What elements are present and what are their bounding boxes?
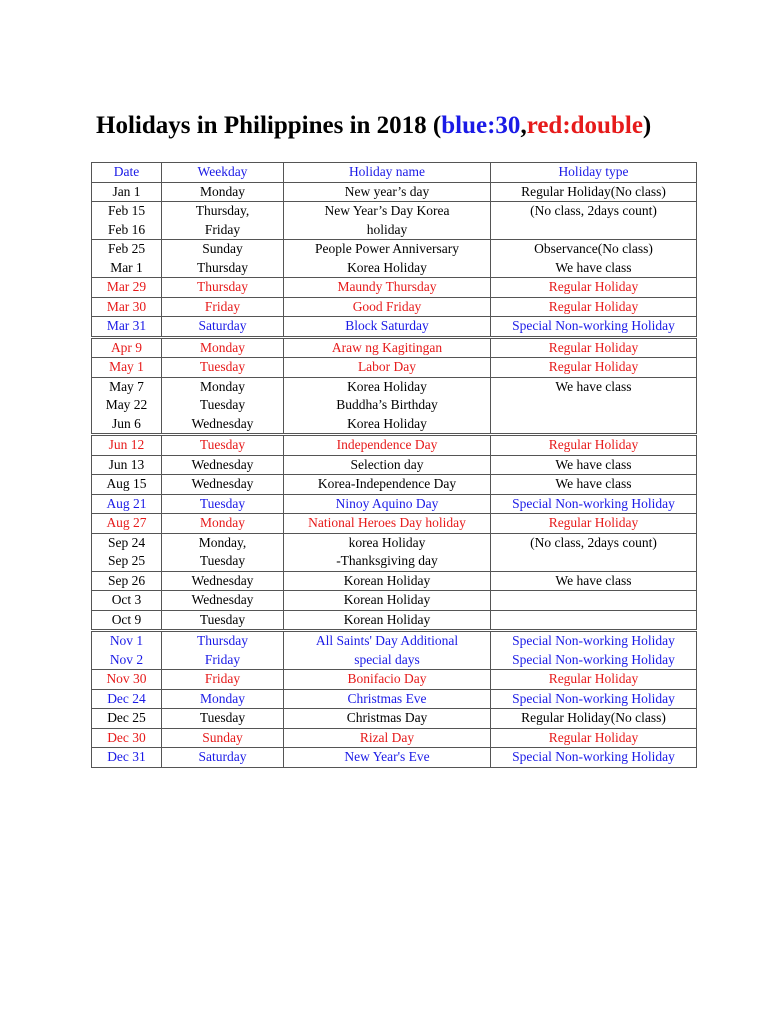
cell-line: Special Non-working Holiday [512, 318, 675, 333]
holiday-type-cell [491, 240, 697, 278]
cell-line: Oct 3 [111, 592, 142, 607]
cell-line: Sep 25 [107, 553, 146, 568]
cell-line: We have class [555, 456, 632, 472]
date-cell [92, 317, 162, 338]
holiday-name-cell [284, 631, 491, 670]
header-holiday-type: Holiday type [491, 163, 697, 183]
cell-line: Araw ng Kagitingan [331, 339, 443, 355]
cell-line: May 1 [109, 359, 144, 374]
title-blue-legend: blue:30 [441, 112, 521, 139]
cell-line: Regular Holiday [548, 729, 639, 745]
table-row [92, 240, 697, 278]
cell-line: Nov 30 [106, 671, 147, 686]
holiday-type-cell [491, 182, 697, 202]
weekday-cell [162, 377, 284, 435]
cell-line: Jun 6 [112, 415, 141, 431]
holiday-name-cell [284, 358, 491, 378]
date-cell [92, 337, 162, 358]
date-cell [92, 591, 162, 611]
cell-line: Regular Holiday [548, 671, 639, 686]
holiday-name-cell [284, 297, 491, 317]
holiday-name-cell [284, 748, 491, 768]
header-date: Date [92, 163, 162, 183]
holiday-type-cell [491, 358, 697, 378]
cell-line: Sep 24 [107, 534, 146, 550]
page-title [96, 112, 651, 140]
cell-line: Tuesday [199, 553, 246, 568]
cell-line: Sep 26 [107, 572, 146, 588]
weekday-cell [162, 435, 284, 456]
holiday-type-cell [491, 533, 697, 571]
weekday-cell [162, 358, 284, 378]
holiday-name-cell [284, 514, 491, 534]
weekday-cell [162, 514, 284, 534]
cell-line: All Saints' Day Additional [315, 633, 459, 648]
date-cell [92, 610, 162, 631]
cell-line: Korean Holiday [343, 572, 431, 588]
cell-line: Regular Holiday [548, 515, 639, 530]
table-row [92, 610, 697, 631]
table-row [92, 533, 697, 571]
cell-line: Korea Holiday [347, 378, 427, 394]
holiday-type-cell [491, 591, 697, 611]
cell-line: Buddha’s Birthday [336, 397, 438, 412]
weekday-cell [162, 689, 284, 709]
holiday-name-cell [284, 337, 491, 358]
holiday-type-cell [491, 514, 697, 534]
cell-line: Korean Holiday [343, 611, 431, 627]
holiday-name-cell [284, 182, 491, 202]
holiday-type-cell [491, 610, 697, 631]
cell-line: Wednesday [191, 476, 254, 491]
weekday-cell [162, 455, 284, 475]
cell-line: Bonifacio Day [347, 671, 427, 686]
header-weekday: Weekday [162, 163, 284, 183]
cell-line [493, 611, 694, 630]
weekday-cell [162, 182, 284, 202]
cell-line: Wednesday [191, 415, 254, 431]
cell-line: We have class [555, 476, 632, 491]
cell-line: Korean Holiday [343, 592, 431, 607]
holiday-type-cell [491, 435, 697, 456]
cell-line: Jan 1 [112, 183, 141, 199]
cell-line: Monday [200, 690, 245, 706]
table-row [92, 435, 697, 456]
table-row [92, 297, 697, 317]
cell-line: Selection day [350, 456, 424, 472]
holiday-name-cell [284, 455, 491, 475]
header-holiday-name: Holiday name [284, 163, 491, 183]
cell-line: Mar 1 [110, 259, 143, 275]
cell-line: Monday, [198, 534, 247, 550]
holiday-type-cell [491, 202, 697, 240]
cell-line: Wednesday [191, 592, 254, 607]
date-cell [92, 377, 162, 435]
holiday-type-cell [491, 670, 697, 690]
holiday-type-cell [491, 571, 697, 591]
cell-line: Tuesday [199, 495, 246, 511]
cell-line: special days [354, 651, 420, 667]
cell-line: Jun 13 [108, 456, 145, 472]
weekday-cell [162, 337, 284, 358]
holiday-name-cell [284, 317, 491, 338]
weekday-cell [162, 240, 284, 278]
date-cell [92, 728, 162, 748]
holiday-type-cell [491, 748, 697, 768]
cell-line: Special Non-working Holiday [512, 651, 675, 667]
holiday-name-cell [284, 689, 491, 709]
weekday-cell [162, 202, 284, 240]
cell-line: Mar 31 [106, 318, 147, 333]
cell-line: Feb 15 [107, 203, 146, 218]
date-cell [92, 240, 162, 278]
holiday-name-cell [284, 533, 491, 571]
holiday-type-cell [491, 317, 697, 338]
cell-line: May 7 [109, 378, 144, 394]
cell-line: Regular Holiday [548, 359, 639, 374]
cell-line: New year’s day [344, 183, 430, 199]
cell-line: Saturday [198, 749, 247, 764]
date-cell [92, 670, 162, 690]
date-cell [92, 435, 162, 456]
holiday-name-cell [284, 475, 491, 495]
cell-line: Thursday, [195, 203, 250, 218]
weekday-cell [162, 278, 284, 298]
cell-line: Monday [200, 339, 245, 355]
cell-line: Feb 16 [107, 221, 146, 237]
cell-line: -Thanksgiving day [336, 553, 438, 568]
weekday-cell [162, 591, 284, 611]
cell-line: Oct 9 [111, 611, 142, 627]
cell-line: Friday [204, 221, 241, 237]
cell-line: Regular Holiday(No class) [521, 183, 666, 199]
date-cell [92, 202, 162, 240]
table-row [92, 182, 697, 202]
date-cell [92, 182, 162, 202]
weekday-cell [162, 494, 284, 514]
cell-line: Monday [200, 183, 245, 199]
title-close: ) [642, 112, 652, 139]
cell-line: korea Holiday [348, 534, 426, 550]
cell-line: Dec 31 [107, 749, 146, 764]
cell-line: Block Saturday [345, 318, 429, 333]
cell-line: Monday [200, 378, 245, 394]
table-row [92, 728, 697, 748]
cell-line: Maundy Thursday [337, 279, 437, 294]
date-cell [92, 748, 162, 768]
cell-line: Dec 30 [107, 729, 146, 745]
cell-line: holiday [366, 221, 408, 237]
cell-line: Tuesday [199, 359, 246, 374]
table-row [92, 748, 697, 768]
holiday-type-cell [491, 689, 697, 709]
cell-line: Korea-Independence Day [317, 476, 457, 491]
holiday-table-body [92, 163, 697, 768]
holiday-name-cell [284, 728, 491, 748]
cell-line: Christmas Day [346, 710, 428, 725]
date-cell [92, 475, 162, 495]
cell-line: Ninoy Aquino Day [335, 495, 439, 511]
holiday-type-cell [491, 455, 697, 475]
holiday-type-cell [491, 297, 697, 317]
date-cell [92, 689, 162, 709]
cell-line: Friday [204, 298, 241, 314]
date-cell [92, 571, 162, 591]
holiday-name-cell [284, 610, 491, 631]
cell-line: Mar 29 [106, 279, 147, 294]
cell-line: (No class, 2days count) [530, 534, 657, 550]
cell-line: Nov 2 [109, 651, 144, 667]
cell-line: Dec 25 [107, 710, 146, 725]
weekday-cell [162, 475, 284, 495]
cell-line: Mar 30 [106, 298, 147, 314]
cell-line: We have class [555, 259, 632, 275]
holiday-name-cell [284, 240, 491, 278]
holiday-type-cell [491, 631, 697, 670]
cell-line: Special Non-working Holiday [512, 633, 675, 648]
title-red-legend: red:double [526, 112, 643, 139]
date-cell [92, 533, 162, 571]
weekday-cell [162, 571, 284, 591]
cell-line: Tuesday [199, 437, 246, 452]
cell-line: Feb 25 [107, 241, 146, 256]
holiday-name-cell [284, 571, 491, 591]
cell-line: Dec 24 [107, 690, 146, 706]
table-row [92, 358, 697, 378]
title-main: Holidays in Philippines in 2018 ( [96, 112, 442, 139]
cell-line: Special Non-working Holiday [512, 495, 675, 511]
weekday-cell [162, 748, 284, 768]
cell-line: Korea Holiday [347, 415, 427, 431]
holiday-type-cell [491, 475, 697, 495]
cell-line: We have class [555, 378, 632, 394]
date-cell [92, 455, 162, 475]
cell-line: Tuesday [199, 611, 246, 627]
holiday-type-cell [491, 494, 697, 514]
cell-line: New Year's Eve [344, 749, 430, 764]
table-row [92, 337, 697, 358]
title-comma: , [520, 112, 527, 139]
cell-line: Sunday [202, 241, 243, 256]
cell-line: Tuesday [199, 710, 246, 725]
cell-line: May 22 [105, 397, 148, 412]
holiday-type-cell [491, 709, 697, 729]
weekday-cell [162, 709, 284, 729]
date-cell [92, 709, 162, 729]
holiday-name-cell [284, 709, 491, 729]
cell-line: Saturday [198, 318, 247, 333]
cell-line: Special Non-working Holiday [512, 690, 675, 706]
cell-line [493, 591, 694, 610]
date-cell [92, 494, 162, 514]
cell-line: Sunday [202, 729, 243, 745]
table-row [92, 317, 697, 338]
table-row [92, 631, 697, 670]
date-cell [92, 631, 162, 670]
table-row [92, 377, 697, 435]
weekday-cell [162, 317, 284, 338]
cell-line: National Heroes Day holiday [308, 515, 466, 530]
cell-line: We have class [555, 572, 632, 588]
holiday-name-cell [284, 435, 491, 456]
cell-line: Regular Holiday [548, 437, 639, 452]
cell-line: Friday [204, 671, 241, 686]
holiday-type-cell [491, 377, 697, 435]
cell-line: Christmas Eve [347, 690, 427, 706]
cell-line: Thursday [197, 633, 248, 648]
holiday-name-cell [284, 670, 491, 690]
weekday-cell [162, 297, 284, 317]
table-row [92, 670, 697, 690]
holiday-type-cell [491, 278, 697, 298]
cell-line: (No class, 2days count) [530, 203, 657, 218]
table-row [92, 591, 697, 611]
holiday-type-cell [491, 337, 697, 358]
cell-line: Observance(No class) [534, 241, 653, 256]
table-header-row [92, 163, 697, 183]
weekday-cell [162, 670, 284, 690]
cell-line: New Year’s Day Korea [324, 203, 450, 218]
cell-line: Regular Holiday [548, 279, 639, 294]
cell-line: Tuesday [199, 397, 246, 412]
cell-line: Good Friday [352, 298, 422, 314]
cell-line: Thursday [197, 279, 248, 294]
date-cell [92, 297, 162, 317]
table-row [92, 514, 697, 534]
table-row [92, 202, 697, 240]
cell-line: Regular Holiday(No class) [521, 710, 666, 725]
holiday-name-cell [284, 202, 491, 240]
cell-line: Wednesday [191, 572, 254, 588]
holiday-table [91, 162, 697, 768]
cell-line: Friday [204, 651, 241, 667]
weekday-cell [162, 728, 284, 748]
cell-line: Korea Holiday [347, 259, 427, 275]
holiday-name-cell [284, 278, 491, 298]
cell-line: Regular Holiday [548, 339, 639, 355]
cell-line: People Power Anniversary [315, 241, 459, 256]
date-cell [92, 278, 162, 298]
cell-line: Apr 9 [110, 339, 143, 355]
cell-line: Aug 27 [106, 515, 147, 530]
cell-line: Independence Day [336, 437, 438, 452]
table-row [92, 278, 697, 298]
cell-line: Aug 21 [106, 495, 147, 511]
cell-line: Rizal Day [359, 729, 415, 745]
table-row [92, 494, 697, 514]
weekday-cell [162, 533, 284, 571]
holiday-name-cell [284, 591, 491, 611]
cell-line: Regular Holiday [548, 298, 639, 314]
cell-line: Labor Day [357, 359, 417, 374]
table-row [92, 689, 697, 709]
cell-line: Aug 15 [106, 476, 147, 491]
cell-line: Jun 12 [108, 437, 145, 452]
date-cell [92, 358, 162, 378]
cell-line: Wednesday [191, 456, 254, 472]
table-row [92, 455, 697, 475]
table-row [92, 475, 697, 495]
date-cell [92, 514, 162, 534]
cell-line: Thursday [197, 259, 248, 275]
holiday-name-cell [284, 377, 491, 435]
holiday-type-cell [491, 728, 697, 748]
holiday-name-cell [284, 494, 491, 514]
cell-line: Monday [200, 515, 245, 530]
weekday-cell [162, 631, 284, 670]
table-row [92, 571, 697, 591]
cell-line: Special Non-working Holiday [512, 749, 675, 764]
weekday-cell [162, 610, 284, 631]
cell-line: Nov 1 [109, 633, 144, 648]
table-row [92, 709, 697, 729]
